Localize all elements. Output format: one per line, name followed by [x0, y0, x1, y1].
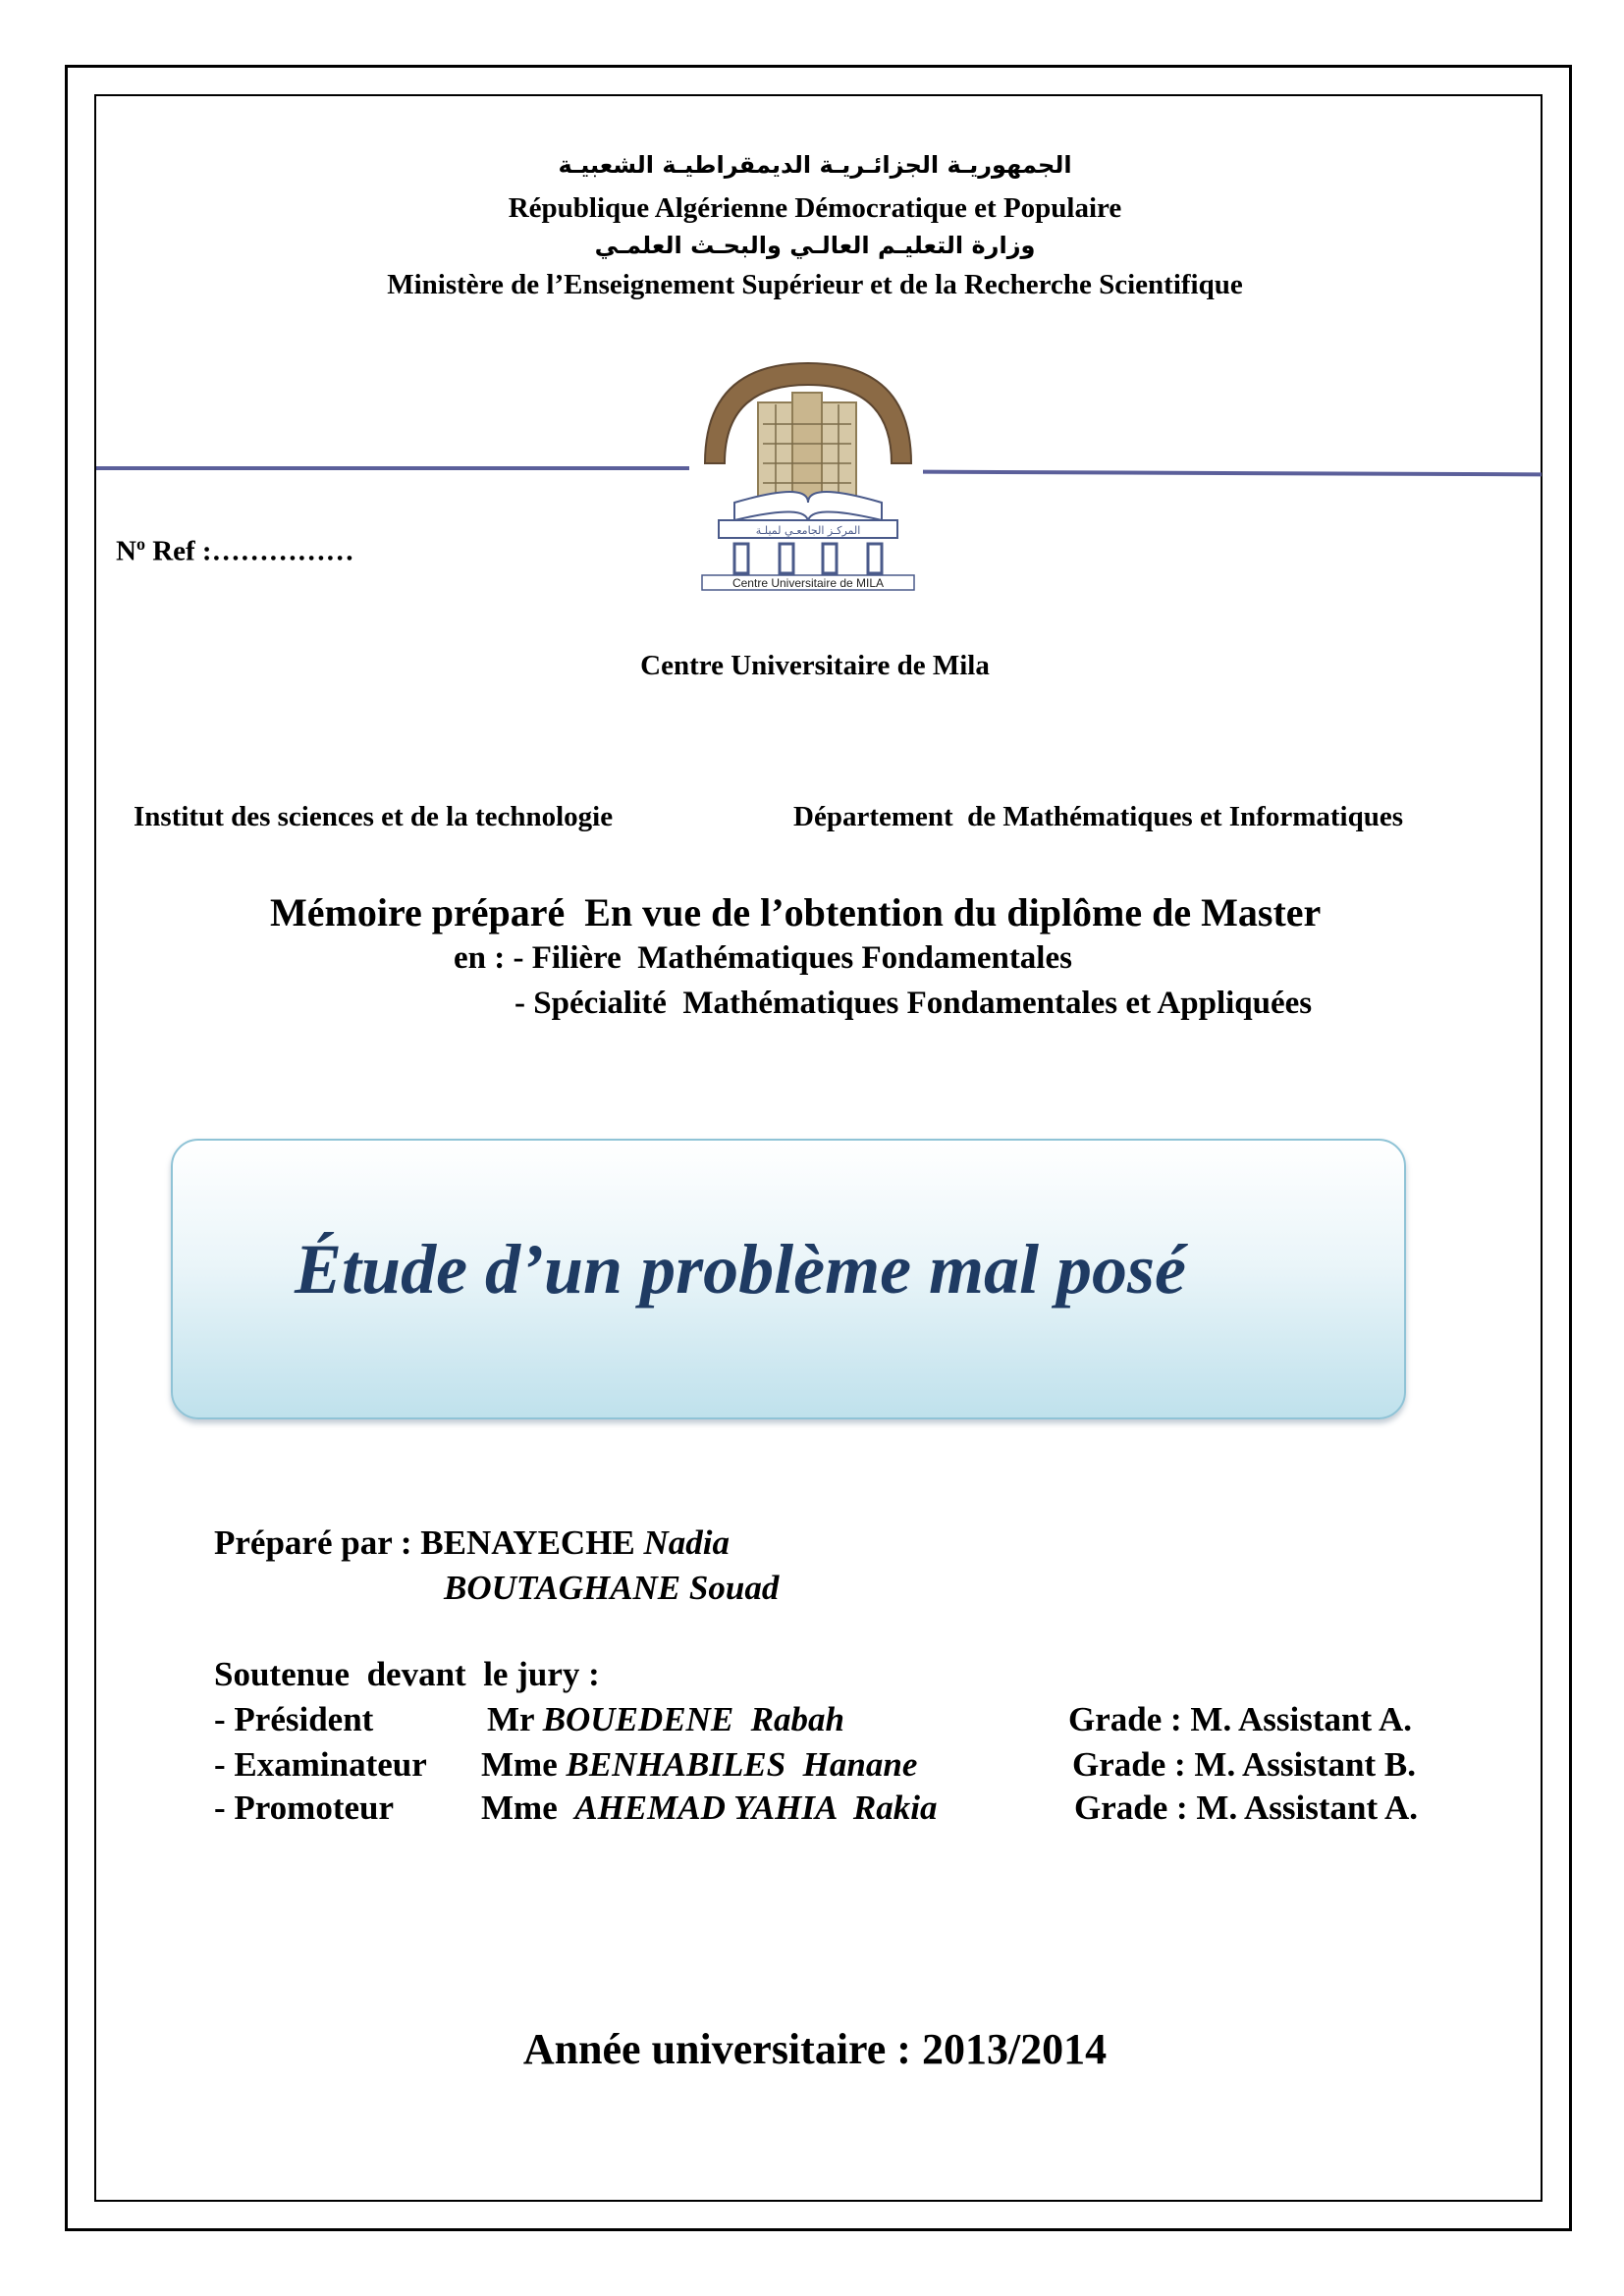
jury-grade: Grade : M. Assistant A. — [1068, 1700, 1412, 1738]
jury-grade: Grade : M. Assistant A. — [1074, 1789, 1418, 1827]
jury-title: Mr — [487, 1700, 543, 1738]
jury-member — [481, 1745, 917, 1785]
memoire-line-2: en : - Filière Mathématiques Fondamentales — [454, 940, 1072, 976]
jury-name: AHEMAD YAHIA Rakia — [574, 1789, 938, 1827]
jury-name: BENHABILES Hanane — [566, 1745, 918, 1784]
academic-year: Année universitaire : 2013/2014 — [522, 2025, 1108, 2073]
jury-row-examinateur — [214, 1745, 1416, 1785]
jury-row-promoteur — [214, 1789, 1418, 1828]
jury-heading: Soutenue devant le jury : — [214, 1655, 600, 1693]
reference-value: Ref :…………… — [144, 535, 354, 567]
centre-name: Centre Universitaire de Mila — [640, 650, 990, 681]
prepared-by-label: Préparé par : — [214, 1523, 421, 1562]
jury-member — [481, 1789, 937, 1828]
memoire-line-1: Mémoire préparé En vue de l’obtention du diplôme de Master — [270, 890, 1322, 934]
header-ministry: Ministère de l’Enseignement Supérieur et de la Recherche Scientifique — [387, 269, 1243, 300]
header-arabic-ministry: وزارة التعليـم العالـي والبحـث العلمـي — [594, 232, 1036, 259]
author-2: BOUTAGHANE Souad — [444, 1569, 780, 1607]
jury-role: - Président — [214, 1700, 374, 1738]
memoire-line-3: - Spécialité Mathématiques Fondamentales et Appliquées — [514, 986, 1313, 1021]
header-republic: République Algérienne Démocratique et Populaire — [508, 192, 1122, 224]
reference-superscript: o — [135, 534, 145, 554]
logo-caption: Centre Universitaire de MILA — [731, 576, 885, 590]
prepared-by-line — [214, 1523, 730, 1563]
jury-row-president — [214, 1700, 1412, 1739]
thesis-title: Étude d’un problème mal posé — [295, 1230, 1187, 1308]
jury-member — [487, 1700, 844, 1739]
author-1-lastname: BENAYECHE — [420, 1523, 644, 1562]
header-rule-left — [96, 466, 689, 470]
jury-role: - Promoteur — [214, 1789, 395, 1827]
departement-name: Département de Mathématiques et Informatiques — [793, 801, 1403, 832]
jury-title: Mme — [481, 1745, 567, 1784]
university-logo-graphic — [699, 355, 917, 591]
university-logo — [699, 355, 917, 591]
jury-name: BOUEDENE Rabah — [542, 1700, 844, 1738]
reference-number — [116, 534, 354, 568]
reference-label: N — [116, 535, 136, 567]
jury-role: - Examinateur — [214, 1745, 427, 1784]
jury-title: Mme — [481, 1789, 575, 1827]
author-1-firstname: Nadia — [643, 1523, 731, 1562]
jury-grade: Grade : M. Assistant B. — [1072, 1745, 1416, 1784]
header-arabic-republic: الجمهوريـة الجزائـريـة الديمقراطيـة الشعبيـة — [558, 151, 1072, 179]
logo-arabic-label: المركـز الجامعـي لميلـة — [755, 524, 861, 537]
institut-name: Institut des sciences et de la technologie — [134, 801, 614, 832]
